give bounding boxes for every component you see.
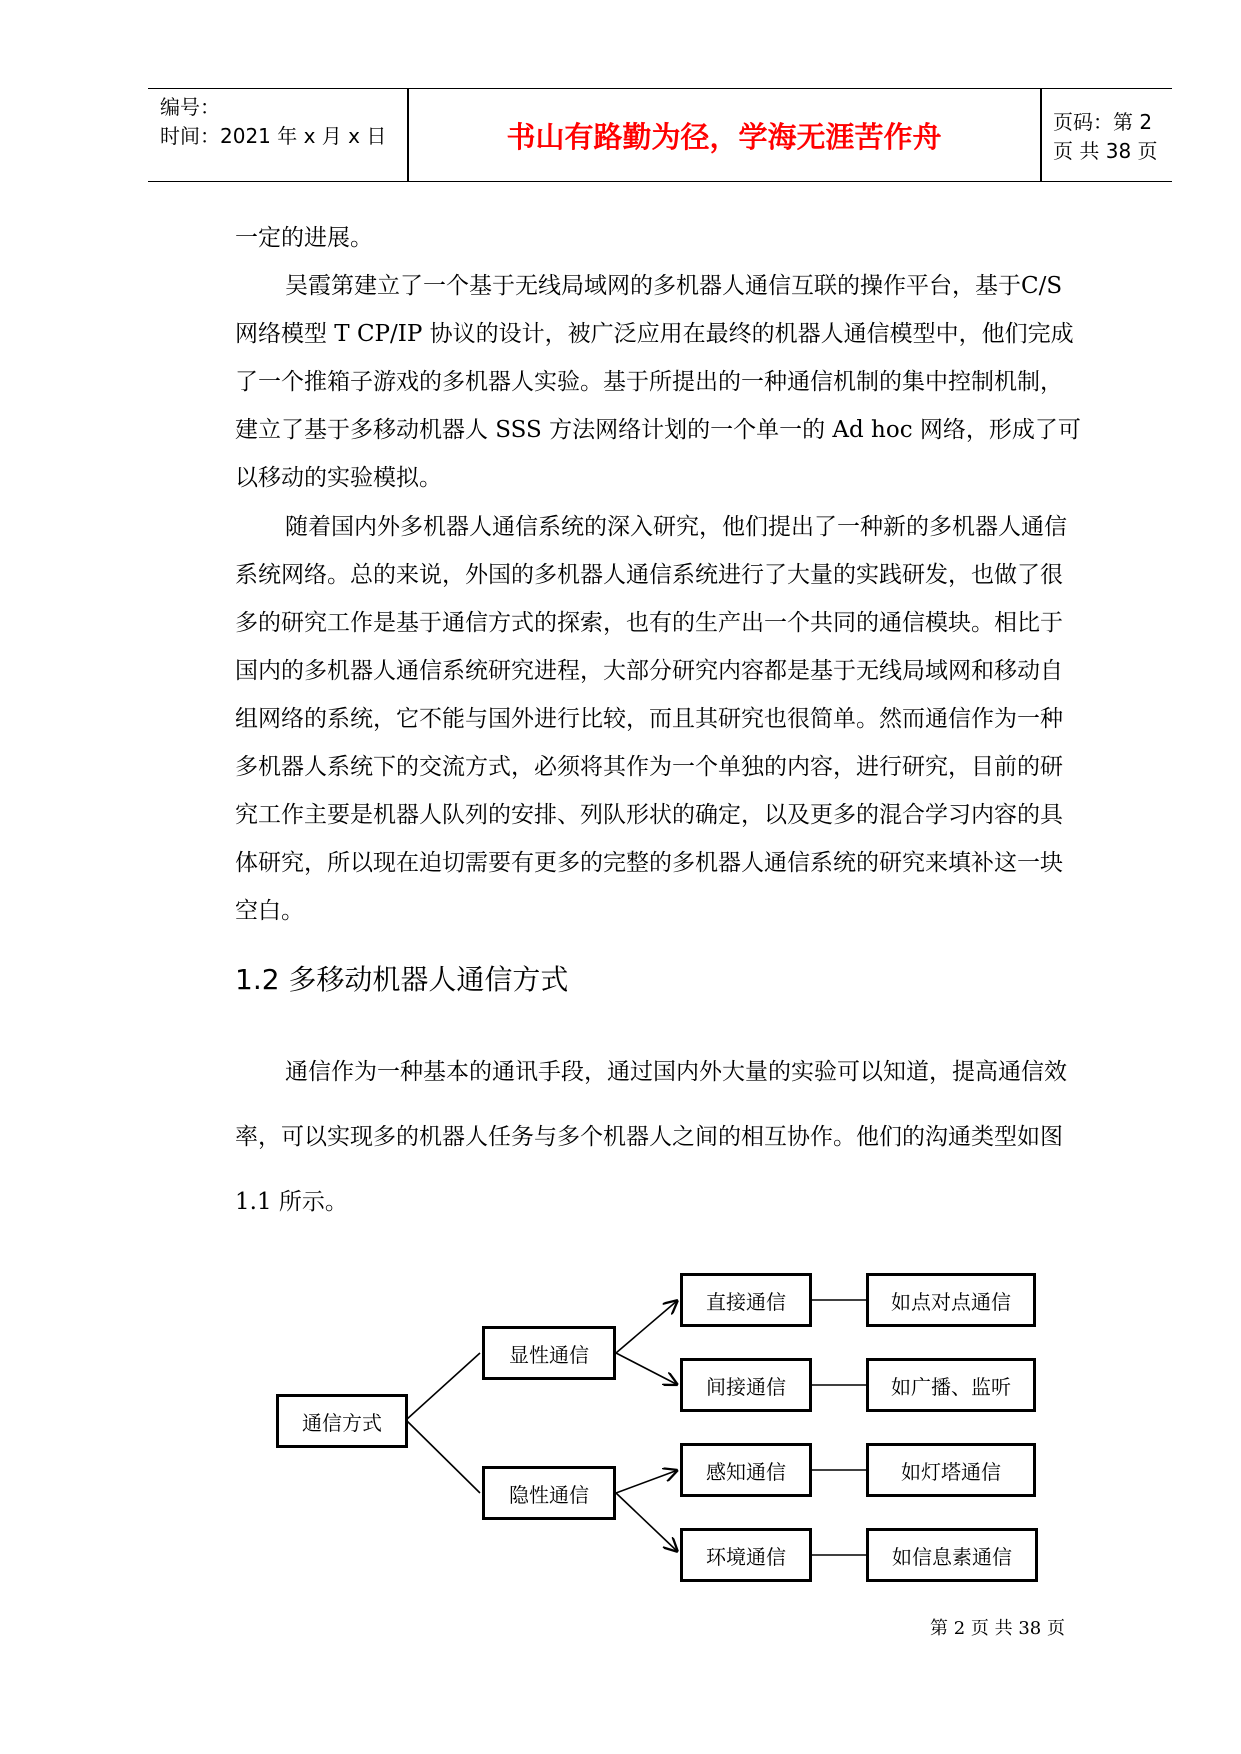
body-paragraph-2	[235, 262, 1085, 502]
connector-root-implicit	[406, 1420, 480, 1493]
node-environment: 环境通信	[680, 1528, 812, 1582]
body-paragraph-4	[235, 1040, 1085, 1235]
header-number-label: 编号：	[160, 95, 220, 119]
connector-root-explicit	[406, 1353, 480, 1420]
arrow-implicit-environment	[616, 1493, 678, 1552]
paragraph-text: 一定的进展。	[235, 225, 373, 251]
communication-type-diagram	[268, 1260, 1048, 1590]
arrow-explicit-direct	[616, 1300, 678, 1353]
node-indirect-example: 如广播、监听	[866, 1358, 1036, 1412]
node-implicit: 隐性通信	[482, 1466, 616, 1520]
header-meta	[160, 93, 405, 177]
header-motto: 书山有路勤为径，学海无涯苦作舟	[506, 119, 942, 154]
node-direct: 直接通信	[680, 1273, 812, 1327]
node-environment-example: 如信息素通信	[866, 1528, 1038, 1582]
header-time-label: 时间：2021 年 x 月 x 日	[160, 124, 387, 148]
header-divider	[1040, 89, 1042, 181]
node-perception: 感知通信	[680, 1443, 812, 1497]
node-explicit: 显性通信	[482, 1326, 616, 1380]
header-page-info: 页码：第 2 页 共 38 页	[1053, 110, 1158, 163]
arrow-explicit-indirect	[616, 1353, 678, 1385]
paragraph-text: 随着国内外多机器人通信系统的深入研究，他们提出了一种新的多机器人通信系统网络。总的来说，外国的多机器人通信系统进行了大量的实践研发，也做了很多的研究工作是基于通信方式的探索，也有的生产出一个共同的通信模块。相比于国内的多机器人通信系统研究进程，大部分研究内容都是基于无线局域网和移动自组网络的系统，它不能与国外进行比较，而且其研究也很简单。然而通信作为一种多机器人系统下的交流方式，必须将其作为一个单独的内容，进行研究，目前的研究工作主要是机器人队列的安排、列队形状的确定，以及更多的混合学习内容的具体研究，所以现在迫切需要有更多的完整的多机器人通信系统的研究来填补这一块空白。	[235, 514, 1067, 924]
page-footer: 第 2 页 共 38 页	[930, 1618, 1065, 1639]
node-indirect: 间接通信	[680, 1358, 812, 1412]
section-heading: 1.2 多移动机器人通信方式	[235, 963, 569, 996]
node-direct-example: 如点对点通信	[866, 1273, 1036, 1327]
arrow-implicit-perception	[616, 1470, 678, 1493]
document-header	[148, 88, 1172, 182]
paragraph-text: 吴霞第建立了一个基于无线局域网的多机器人通信互联的操作平台，基于C/S 网络模型 T CP/IP 协议的设计，被广泛应用在最终的机器人通信模型中，他们完成了一个推箱子游戏的多机器人实验。基于所提出的一种通信机制的集中控制机制，建立了基于多移动机器人 SSS 方法网络计划的一个单一的 Ad hoc 网络，形成了可以移动的实验模拟。	[235, 273, 1081, 491]
paragraph-text: 通信作为一种基本的通讯手段，通过国内外大量的实验可以知道，提高通信效率，可以实现多的机器人任务与多个机器人之间的相互协作。他们的沟通类型如图 1.1 所示。	[235, 1059, 1067, 1215]
node-root: 通信方式	[276, 1394, 408, 1448]
body-paragraph-3	[235, 503, 1085, 935]
node-perception-example: 如灯塔通信	[866, 1443, 1036, 1497]
body-paragraph-1	[235, 214, 1085, 262]
